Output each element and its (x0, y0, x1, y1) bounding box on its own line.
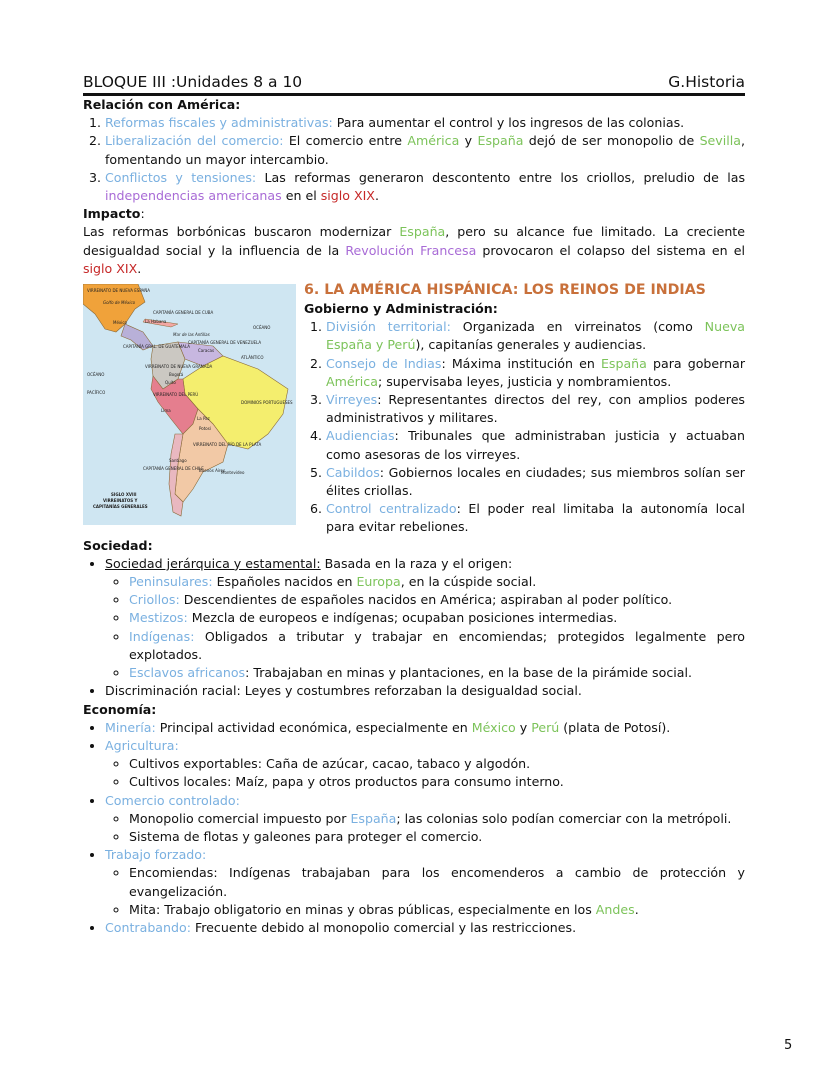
text: Principal actividad económica, especialmente en (155, 719, 472, 735)
list-item: ◦ Cultivos exportables: Caña de azúcar, cacao, tabaco y algodón. (129, 755, 745, 773)
section6-content (304, 281, 745, 537)
text: , fomentando un mayor intercambio. (105, 133, 745, 167)
map-label: VIRREINATO DEL RÍO DE LA PLATA (193, 442, 262, 448)
term: Control centralizado (326, 501, 457, 517)
map-caption: SIGLO XVIII (111, 492, 137, 498)
impacto-title: Impacto (83, 206, 141, 222)
header-right: G.Historia (668, 73, 745, 91)
page (83, 72, 745, 937)
list-item (105, 555, 745, 682)
list-item (105, 919, 745, 937)
economia-list (83, 719, 745, 937)
gobierno-list (304, 318, 745, 536)
list-item: • Discriminación racial: Leyes y costumbres reforzaban la desigualdad social. (105, 682, 745, 700)
map-label: Quito (165, 380, 176, 386)
sociedad-list (83, 555, 745, 701)
list-item (129, 664, 745, 682)
term: División territorial: (326, 319, 451, 335)
relacion-list (83, 114, 745, 205)
text: : (140, 206, 145, 222)
text: Frecuente debido al monopolio comercial y las restricciones. (190, 919, 577, 935)
text: Basada en la raza y el origen: (320, 555, 513, 571)
sub-list (105, 864, 745, 919)
list-item (129, 901, 745, 919)
list-item (105, 737, 745, 792)
term: siglo XIX (83, 260, 138, 276)
map-label: CAPITANÍA GENERAL DE CHILE (143, 466, 204, 472)
term: España (350, 810, 397, 826)
term: Perú (531, 719, 560, 735)
sociedad-title: Sociedad: (83, 537, 153, 553)
page-header (83, 72, 745, 96)
term: América (326, 373, 378, 389)
text: y (515, 719, 532, 735)
term: Reformas fiscales y administrativas: (105, 115, 333, 131)
text: Mita: Trabajo obligatorio en minas y obras públicas, especialmente en los (129, 901, 596, 917)
term: Audiencias (326, 428, 395, 444)
text: Españoles nacidos en (212, 574, 357, 590)
list-item (105, 132, 745, 168)
term: Revolución Francesa (345, 242, 477, 258)
term: independencias americanas (105, 188, 282, 204)
list-item (129, 573, 745, 591)
sub-list (105, 810, 745, 846)
sub-list (105, 573, 745, 682)
map-label: CAPITANÍA GRAL. DE GUATEMALA (123, 344, 190, 350)
list-item (105, 792, 745, 847)
impacto-paragraph (83, 223, 745, 278)
map-label: Bogotá (169, 372, 184, 378)
term: Esclavos africanos (129, 665, 246, 681)
text: Mezcla de europeos e indígenas; ocupaban posiciones intermedias. (187, 610, 618, 626)
section-subtitle: Gobierno y Administración: (304, 301, 498, 317)
map-label: CAPITANÍA GENERAL DE VENEZUELA (188, 340, 262, 346)
list-item (105, 846, 745, 919)
list-item (105, 169, 745, 205)
map-label: Lima (161, 408, 171, 414)
text: Monopolio comercial impuesto por (129, 810, 351, 826)
list-item: ◦ Cultivos locales: Maíz, papa y otros productos para consumo interno. (129, 773, 745, 791)
impacto-heading (83, 205, 745, 223)
relacion-title: Relación con América: (83, 97, 241, 112)
term: Minería: (105, 719, 156, 735)
map-label: La Paz (197, 416, 210, 422)
term: Trabajo forzado: (105, 847, 207, 863)
text: provocaron el colapso del sistema en el (476, 242, 746, 258)
text: : Representantes directos del rey, con amplios poderes administrativos y militares. (326, 392, 745, 426)
term: Sociedad jerárquica y estamental: (105, 555, 321, 571)
text: Organizada en virreinatos (como (450, 319, 705, 335)
text: para gobernar (646, 355, 745, 371)
map-label: Golfo de México (103, 300, 136, 306)
text: Las reformas generaron descontento entre los criollos, preludio de las (256, 169, 746, 185)
map-label: Montevideo (221, 470, 245, 476)
sub-list (105, 755, 745, 791)
text: y (459, 133, 478, 149)
text: en el (281, 188, 321, 204)
text: ), capitanías generales y audiencias. (415, 337, 647, 353)
term: Comercio controlado: (105, 792, 240, 808)
text: : Tribunales que administraban justicia y actuaban como asesoras de los virreyes. (326, 428, 745, 462)
term: Criollos: (129, 592, 180, 608)
list-item (326, 355, 745, 391)
economia-title: Economía: (83, 701, 157, 717)
list-item: ◦ Encomiendas: Indígenas trabajaban para los encomenderos a cambio de protección y evangelización. (129, 864, 745, 900)
list-item (326, 318, 745, 354)
term: Cabildos (326, 464, 380, 480)
section6-row (83, 281, 745, 537)
term: siglo XIX (320, 188, 375, 204)
map-label: OCÉANO (253, 325, 271, 331)
list-item (326, 464, 745, 500)
list-item (129, 810, 745, 828)
term: México (471, 719, 516, 735)
term: España (399, 224, 446, 240)
header-left: BLOQUE III :Unidades 8 a 10 (83, 73, 303, 91)
term: España (477, 133, 524, 149)
map-image (83, 284, 296, 525)
map-label: VIRREINATO DE NUEVA GRANADA (145, 364, 213, 370)
map-caption: VIRREINATOS Y (103, 498, 138, 504)
term: Europa (356, 574, 401, 590)
map-label: Santiago (169, 458, 187, 464)
term: Virreyes (326, 392, 378, 408)
text: dejó de ser monopolio de (523, 133, 700, 149)
list-item (326, 427, 745, 463)
term: Andes (595, 901, 635, 917)
term: América (407, 133, 460, 149)
map-caption: CAPITANÍAS GENERALES (93, 504, 148, 510)
map-label: Caracas (198, 348, 215, 354)
text: . (374, 188, 379, 204)
term: Nueva España y Perú (326, 319, 745, 353)
term: España (600, 355, 647, 371)
text: (plata de Potosí). (559, 719, 671, 735)
list-item (129, 609, 745, 627)
list-item (326, 500, 745, 536)
text: El comercio entre (283, 133, 408, 149)
section-title: 6. LA AMÉRICA HISPÁNICA: LOS REINOS DE INDIAS (304, 282, 706, 299)
term: Liberalización del comercio: (105, 133, 284, 149)
list-item (105, 114, 745, 132)
map-label: VIRREINATO DE NUEVA ESPAÑA (87, 288, 150, 294)
list-item (129, 591, 745, 609)
text: ; las colonias solo podían comerciar con la metrópoli. (396, 810, 732, 826)
term: Peninsulares: (129, 574, 213, 590)
text: Las reformas borbónicas buscaron modernizar (83, 224, 400, 240)
page-number: 5 (784, 1038, 793, 1053)
map-label: México (113, 320, 127, 326)
term: Contrabando: (105, 919, 191, 935)
map-label: CAPITANÍA GENERAL DE CUBA (153, 310, 214, 316)
map-label: La Habana (145, 319, 167, 325)
map-label: OCÉANO (87, 372, 105, 378)
text: : Trabajaban en minas y plantaciones, en la base de la pirámide social. (245, 665, 692, 681)
text: , en la cúspide social. (400, 574, 537, 590)
map-label: VIRREINATO DEL PERÚ (153, 392, 199, 398)
term: Consejo de Indias (326, 355, 442, 371)
text: : El poder real limitaba la autonomía local para evitar rebeliones. (326, 501, 745, 535)
map-label: DOMINIOS PORTUGUESES (241, 400, 293, 406)
text: ; supervisaba leyes, justicia y nombramientos. (377, 373, 672, 389)
list-item (105, 719, 745, 737)
term: Conflictos y tensiones: (105, 169, 257, 185)
map-label: PACÍFICO (87, 390, 106, 396)
text: Para aumentar el control y los ingresos de las colonias. (332, 115, 685, 131)
text: , pero su alcance fue limitado. La creciente desigualdad social y la influencia de la (83, 224, 745, 258)
term: Sevilla (699, 133, 741, 149)
text: Obligados a tributar y trabajar en encomiendas; protegidos legalmente pero explotados. (129, 628, 745, 662)
term: Mestizos: (129, 610, 188, 626)
list-item: ◦ Sistema de flotas y galeones para proteger el comercio. (129, 828, 745, 846)
list-item (129, 628, 745, 664)
list-item (326, 391, 745, 427)
text: : Máxima institución en (441, 355, 601, 371)
map-label: ATLÁNTICO (241, 355, 264, 361)
text: : Gobiernos locales en ciudades; sus miembros solían ser élites criollas. (326, 464, 745, 499)
map-label: Buenos Aires (199, 468, 226, 474)
term: Indígenas: (129, 628, 195, 644)
text: . (634, 901, 639, 917)
map-label: Mar de las Antillas (173, 332, 210, 338)
text: Descendientes de españoles nacidos en América; aspiraban al poder político. (179, 592, 673, 608)
text: . (137, 260, 142, 276)
map-label: Potosí (199, 426, 211, 432)
term: Agricultura: (105, 737, 179, 753)
